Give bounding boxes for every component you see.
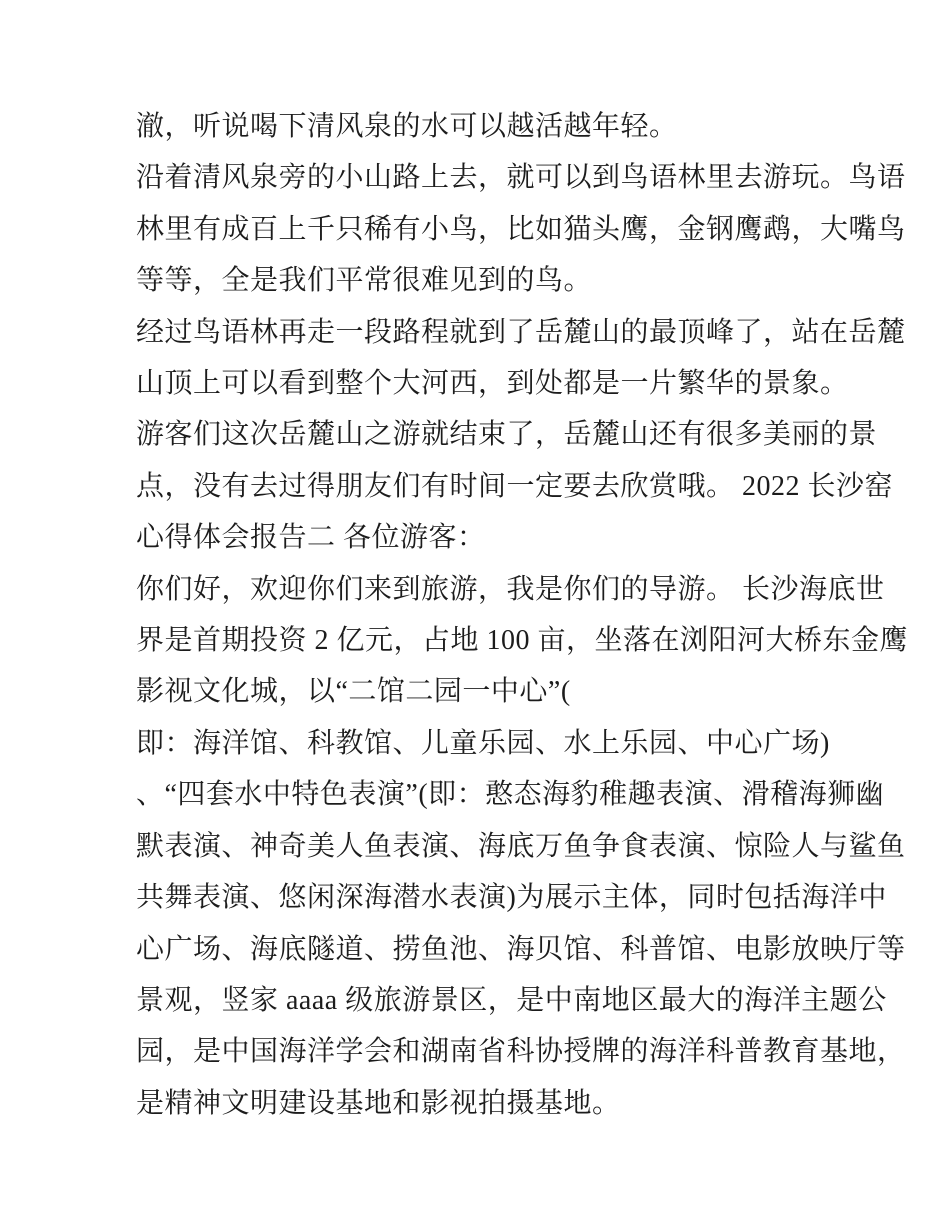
text-line: 游客们这次岳麓山之游就结束了，岳麓山还有很多美丽的景 — [136, 419, 878, 451]
text-line: 是精神文明建设基地和影视拍摄基地。 — [136, 1087, 621, 1119]
text-line: 影视文化城，以“二馆二园一中心”( — [136, 676, 571, 708]
text-line: 心广场、海底隧道、捞鱼池、海贝馆、科普馆、电影放映厅等 — [136, 933, 906, 965]
text-line: 你们好，欢迎你们来到旅游，我是你们的导游。 长沙海底世 — [136, 573, 885, 605]
text-line: 景观，竖家 aaaa 级旅游景区，是中南地区最大的海洋主题公 — [136, 984, 887, 1016]
text-line: 、“四套水中特色表演”(即：憨态海豹稚趣表演、滑稽海狮幽 — [136, 779, 885, 811]
document-text-block — [136, 101, 909, 1129]
text-line: 等等，全是我们平常很难见到的鸟。 — [136, 265, 593, 297]
text-line: 经过鸟语林再走一段路程就到了岳麓山的最顶峰了，站在岳麓 — [136, 316, 906, 348]
text-line: 澈，听说喝下清风泉的水可以越活越年轻。 — [136, 111, 678, 142]
text-line: 沿着清风泉旁的小山路上去，就可以到鸟语林里去游玩。鸟语 — [136, 162, 906, 194]
text-line: 界是首期投资 2 亿元，占地 100 亩，坐落在浏阳河大桥东金鹰 — [136, 625, 909, 657]
text-line: 山顶上可以看到整个大河西，到处都是一片繁华的景象。 — [136, 368, 849, 400]
text-line: 心得体会报告二 各位游客： — [136, 522, 486, 554]
text-line: 园，是中国海洋学会和湖南省科协授牌的海洋科普教育基地， — [136, 1036, 906, 1068]
text-line: 点，没有去过得朋友们有时间一定要去欣赏哦。 2022 长沙窑 — [136, 470, 894, 502]
text-line: 即：海洋馆、科教馆、儿童乐园、水上乐园、中心广场) — [136, 727, 830, 759]
text-line: 默表演、神奇美人鱼表演、海底万鱼争食表演、惊险人与鲨鱼 — [136, 830, 906, 862]
text-line: 林里有成百上千只稀有小鸟，比如猫头鹰，金钢鹰鹉，大嘴鸟 — [136, 213, 906, 245]
text-line: 共舞表演、悠闲深海潜水表演)为展示主体，同时包括海洋中 — [136, 882, 887, 914]
